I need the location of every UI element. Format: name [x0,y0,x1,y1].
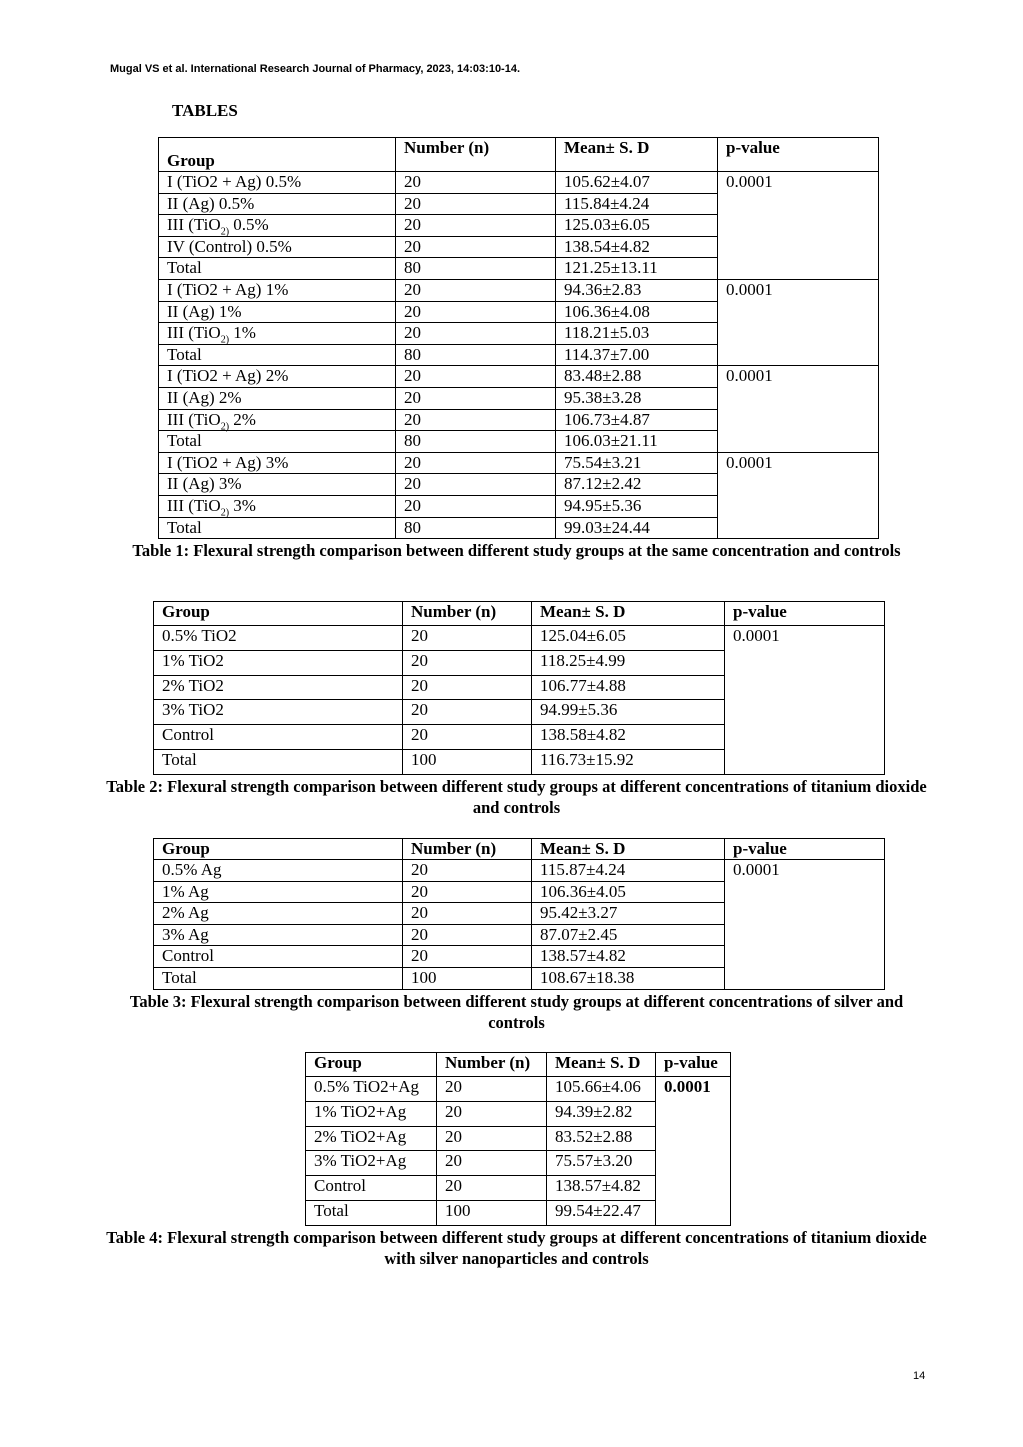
group-cell [159,387,396,409]
group-cell [159,517,396,539]
mean-cell: 75.54±3.21 [556,452,718,474]
group-cell [159,366,396,388]
group-cell: Control [154,946,403,968]
number-cell: 20 [403,725,532,750]
mean-cell: 138.58±4.82 [532,725,725,750]
number-cell: 20 [396,215,556,237]
group-cell [159,279,396,301]
mean-cell: 94.36±2.83 [556,279,718,301]
group-text: Total [167,258,202,278]
group-cell [159,474,396,496]
table-3-header-p-value: p-value [725,839,885,860]
group-cell: Total [306,1200,437,1225]
number-cell: 20 [396,301,556,323]
mean-cell: 106.03±21.11 [556,431,718,453]
number-cell: 20 [403,626,532,651]
page-number: 14 [913,1370,926,1382]
number-cell: 20 [403,700,532,725]
mean-cell: 83.52±2.88 [547,1126,656,1151]
group-text: III (TiO [167,323,221,343]
group-text: III (TiO [167,409,221,429]
number-cell: 20 [403,650,532,675]
group-cell: Total [154,749,403,774]
group-subscript: 2) [220,420,230,432]
number-cell: 20 [396,409,556,431]
group-text-tail: 1% [229,323,256,343]
group-text: I (TiO2 + Ag) 0.5% [167,172,302,191]
group-cell [159,172,396,194]
table-4 [305,1052,731,1226]
p-value-cell: 0.0001 [718,172,879,280]
group-text: III (TiO [167,215,221,235]
number-cell: 20 [437,1077,547,1102]
mean-cell: 138.57±4.82 [547,1176,656,1201]
mean-cell: 94.39±2.82 [547,1101,656,1126]
group-cell: 3% TiO2+Ag [306,1151,437,1176]
table-1-caption: Table 1: Flexural strength comparison between different study groups at the same concentration and controls [132,541,901,560]
group-cell: 3% TiO2 [154,700,403,725]
p-value-cell: 0.0001 [718,279,879,365]
mean-cell: 106.36±4.08 [556,301,718,323]
number-cell: 20 [396,193,556,215]
number-cell: 20 [396,495,556,517]
mean-cell: 125.03±6.05 [556,215,718,237]
mean-cell: 138.54±4.82 [556,236,718,258]
mean-cell: 106.36±4.05 [532,881,725,903]
number-cell: 80 [396,258,556,280]
number-cell: 80 [396,517,556,539]
group-text: II (Ag) 1% [167,301,242,321]
mean-cell: 138.57±4.82 [532,946,725,968]
mean-cell: 95.42±3.27 [532,903,725,925]
table-3-caption: Table 3: Flexural strength comparison between different study groups at different concentrations of silver and controls [129,992,904,1032]
mean-cell: 118.21±5.03 [556,323,718,345]
mean-cell: 105.66±4.06 [547,1077,656,1102]
group-cell: Control [154,725,403,750]
table-row [306,1077,731,1102]
group-cell [159,301,396,323]
group-subscript: 2) [220,507,230,519]
mean-cell: 115.84±4.24 [556,193,718,215]
number-cell: 20 [396,452,556,474]
group-text: II (Ag) 2% [167,387,242,407]
table-3-header-number: Number (n) [403,839,532,860]
number-cell: 20 [396,387,556,409]
group-text-tail: 2% [229,409,256,429]
number-cell: 100 [403,967,532,989]
group-text-tail: 3% [229,495,256,515]
mean-cell: 87.12±2.42 [556,474,718,496]
mean-cell: 75.57±3.20 [547,1151,656,1176]
number-cell: 20 [396,323,556,345]
mean-cell: 99.03±24.44 [556,517,718,539]
number-cell: 20 [396,172,556,194]
group-text: Total [167,431,202,451]
table-1-header-p-value: p-value [718,138,879,172]
group-cell [159,236,396,258]
group-cell: 3% Ag [154,924,403,946]
group-text: Total [167,517,202,537]
mean-cell: 125.04±6.05 [532,626,725,651]
group-cell [159,344,396,366]
mean-cell: 114.37±7.00 [556,344,718,366]
group-cell: 1% TiO2 [154,650,403,675]
table-2-header-p-value: p-value [725,602,885,626]
number-cell: 20 [403,903,532,925]
group-text: III (TiO [167,495,221,515]
mean-cell: 83.48±2.88 [556,366,718,388]
p-value-cell: 0.0001 [725,860,885,990]
table-1 [158,137,879,539]
group-cell: 2% TiO2 [154,675,403,700]
table-4-header-number: Number (n) [437,1053,547,1077]
number-cell: 20 [403,881,532,903]
number-cell: 20 [403,946,532,968]
table-2-header-mean: Mean± S. D [532,602,725,626]
number-cell: 20 [396,236,556,258]
number-cell: 20 [403,924,532,946]
number-cell: 80 [396,431,556,453]
section-title: TABLES [172,101,238,120]
table-2-header-number: Number (n) [403,602,532,626]
table-2-caption: Table 2: Flexural strength comparison between different study groups at different concentrations of titanium dioxide and controls [106,777,927,817]
table-row [159,452,879,474]
mean-cell: 118.25±4.99 [532,650,725,675]
mean-cell: 99.54±22.47 [547,1200,656,1225]
table-row [159,279,879,301]
table-4-caption: Table 4: Flexural strength comparison between different study groups at different concentrations of titanium dioxide with silver nanoparticles and controls [106,1228,927,1268]
mean-cell: 106.77±4.88 [532,675,725,700]
group-cell: 0.5% TiO2 [154,626,403,651]
group-cell: 0.5% Ag [154,860,403,882]
mean-cell: 94.99±5.36 [532,700,725,725]
group-text: I (TiO2 + Ag) 1% [167,279,289,299]
group-cell [159,193,396,215]
number-cell: 20 [403,675,532,700]
mean-cell: 108.67±18.38 [532,967,725,989]
group-text: IV (Control) 0.5% [167,236,292,256]
group-cell: 1% Ag [154,881,403,903]
mean-cell: 106.73±4.87 [556,409,718,431]
number-cell: 20 [437,1151,547,1176]
group-cell: Total [154,967,403,989]
table-4-header-mean: Mean± S. D [547,1053,656,1077]
table-3 [153,838,885,990]
number-cell: 20 [396,279,556,301]
group-cell [159,258,396,280]
group-cell [159,323,396,345]
p-value-cell: 0.0001 [656,1077,731,1226]
table-1-header-mean: Mean± S. D [556,138,718,172]
table-row [154,860,885,882]
table-2-header-group: Group [154,602,403,626]
table-row [159,172,879,194]
group-text: I (TiO2 + Ag) 3% [167,452,289,472]
p-value-cell: 0.0001 [725,626,885,775]
table-3-header-mean: Mean± S. D [532,839,725,860]
table-4-header-p-value: p-value [656,1053,731,1077]
number-cell: 80 [396,344,556,366]
table-3-header-group: Group [154,839,403,860]
group-cell: Control [306,1176,437,1201]
table-1-header-number: Number (n) [396,138,556,172]
table-4-header-group: Group [306,1053,437,1077]
group-cell [159,431,396,453]
group-cell: 1% TiO2+Ag [306,1101,437,1126]
group-text: Total [167,344,202,364]
number-cell: 20 [403,860,532,882]
mean-cell: 94.95±5.36 [556,495,718,517]
table-2 [153,601,885,775]
number-cell: 20 [396,366,556,388]
group-cell: 2% TiO2+Ag [306,1126,437,1151]
group-cell [159,215,396,237]
number-cell: 20 [396,474,556,496]
group-subscript: 2) [220,226,230,238]
group-text: II (Ag) 3% [167,474,242,494]
number-cell: 20 [437,1126,547,1151]
mean-cell: 105.62±4.07 [556,172,718,194]
number-cell: 100 [403,749,532,774]
mean-cell: 115.87±4.24 [532,860,725,882]
group-subscript: 2) [220,334,230,346]
mean-cell: 116.73±15.92 [532,749,725,774]
group-cell: 2% Ag [154,903,403,925]
group-text-tail: 0.5% [229,215,269,235]
p-value-cell: 0.0001 [718,366,879,452]
table-1-header-group: Group [159,138,396,172]
running-header: Mugal VS et al. International Research Journal of Pharmacy, 2023, 14:03:10-14. [110,63,521,75]
number-cell: 20 [437,1101,547,1126]
mean-cell: 95.38±3.28 [556,387,718,409]
group-text: II (Ag) 0.5% [167,193,255,213]
p-value-cell: 0.0001 [718,452,879,538]
number-cell: 100 [437,1200,547,1225]
mean-cell: 87.07±2.45 [532,924,725,946]
group-cell [159,452,396,474]
group-cell: 0.5% TiO2+Ag [306,1077,437,1102]
number-cell: 20 [437,1176,547,1201]
group-text: I (TiO2 + Ag) 2% [167,366,289,386]
group-cell [159,409,396,431]
table-row [159,366,879,388]
table-row [154,626,885,651]
group-cell [159,495,396,517]
mean-cell: 121.25±13.11 [556,258,718,280]
